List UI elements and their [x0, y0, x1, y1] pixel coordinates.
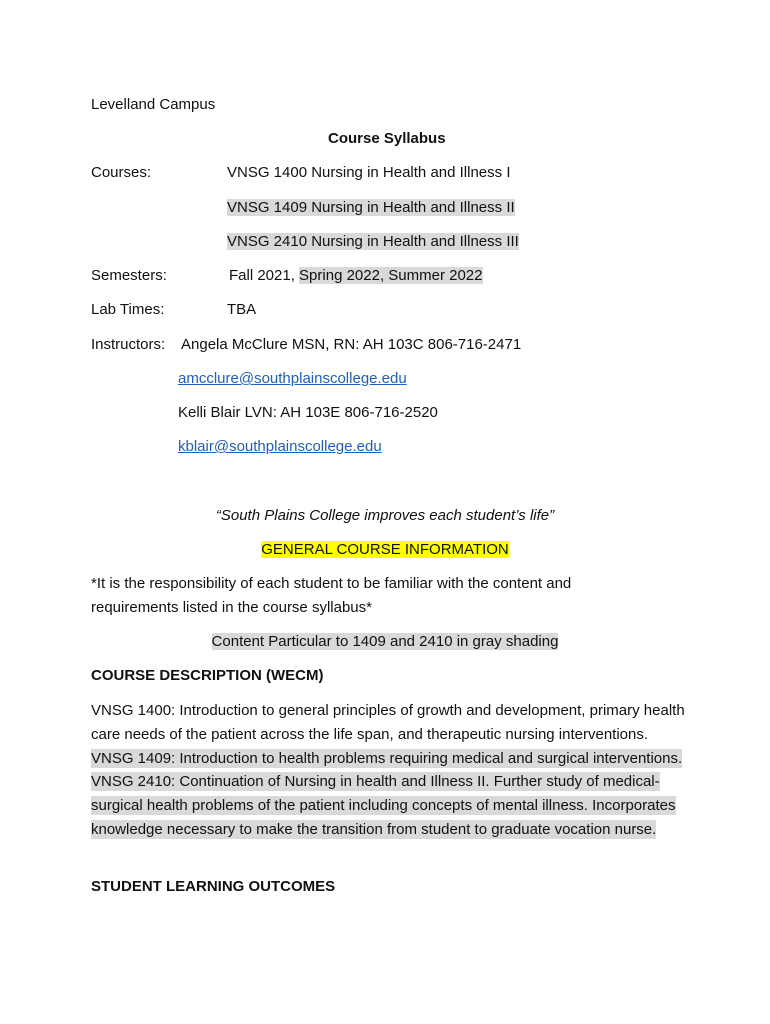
semesters-value — [229, 266, 483, 286]
courses-label: Courses: — [91, 164, 152, 181]
lab-times-label: Lab Times: — [91, 301, 165, 318]
semester-spring-summer: Spring 2022, Summer 2022 — [299, 267, 483, 284]
lab-times-value: TBA — [227, 301, 257, 318]
instructor-2-email-link[interactable]: kblair@southplainscollege.edu — [178, 438, 382, 455]
course-description-heading: COURSE DESCRIPTION (WECM) — [91, 667, 324, 684]
course-description-text: VNSG 1400: Introduction to general principles of growth and development, primary health care needs of the patient across the life span, and therapeutic nursing interventions. — [91, 702, 685, 743]
course-description-shaded-text: VNSG 1409: Introduction to health problems requiring medical and surgical interventions. VNSG 2410: Continuation of Nursing in health and Illness II. Further study of medical-surgical health problems of the patient including concepts of mental illness. Incorporates knowledge necessary to make the transition from student to graduate vocation nurse. — [91, 749, 683, 838]
course-item: VNSG 1409 Nursing in Health and Illness II — [227, 199, 515, 216]
general-info-heading-row — [0, 540, 770, 560]
gray-shading-note: Content Particular to 1409 and 2410 in gray shading — [211, 633, 559, 650]
general-info-heading: GENERAL COURSE INFORMATION — [261, 541, 509, 558]
responsibility-note-line1: *It is the responsibility of each student to be familiar with the content and — [91, 575, 572, 592]
instructor-1-email-link[interactable]: amcclure@southplainscollege.edu — [178, 370, 407, 387]
instructors-label: Instructors: — [91, 336, 166, 353]
instructor-1: Angela McClure MSN, RN: AH 103C 806-716-2471 — [181, 336, 522, 353]
course-item-row — [227, 232, 519, 252]
course-item-row — [227, 198, 515, 218]
college-motto: “South Plains College improves each student’s life” — [215, 507, 555, 524]
course-description-paragraph — [91, 699, 691, 842]
gray-note-row — [0, 632, 770, 652]
course-item: VNSG 1400 Nursing in Health and Illness I — [227, 164, 511, 181]
course-item: VNSG 2410 Nursing in Health and Illness III — [227, 233, 519, 250]
page-title: Course Syllabus — [328, 130, 446, 147]
responsibility-note-line2: requirements listed in the course syllabus* — [91, 599, 372, 616]
semesters-label: Semesters: — [91, 267, 167, 284]
learning-outcomes-heading: STUDENT LEARNING OUTCOMES — [91, 878, 336, 895]
instructor-2: Kelli Blair LVN: AH 103E 806-716-2520 — [178, 404, 438, 421]
semester-fall: Fall 2021, — [229, 267, 295, 284]
campus-label: Levelland Campus — [91, 96, 216, 113]
